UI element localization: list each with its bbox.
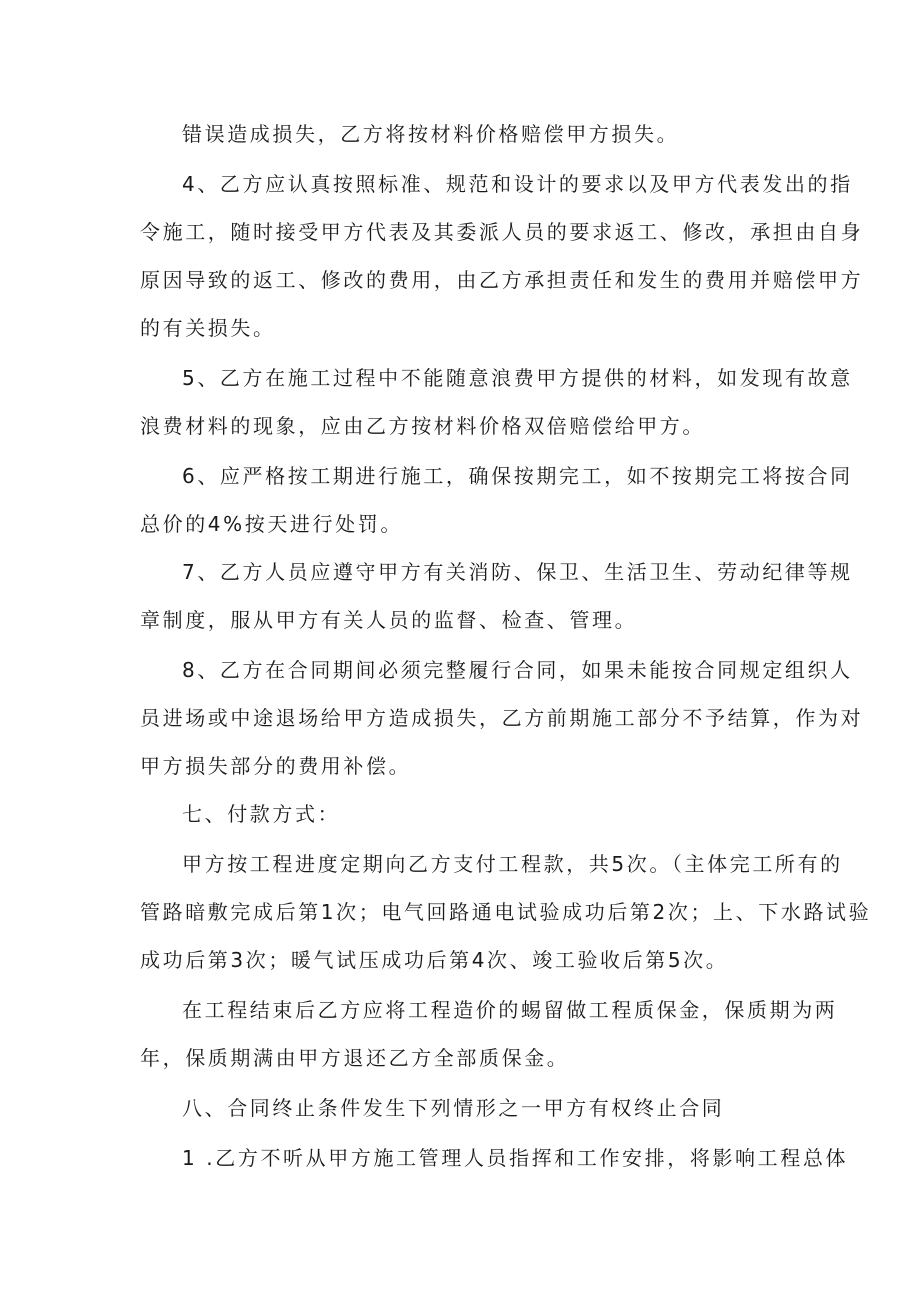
- text-line: 甲方按工程进度定期向乙方支付工程款，共5次。（主体完工所有的: [182, 852, 843, 876]
- text-line: 八、合同终止条件发生下列情形之一甲方有权终止合同: [182, 1096, 725, 1120]
- text-line: 8、乙方在合同期间必须完整履行合同，如果未能按合同规定组织人: [182, 658, 853, 682]
- text-line: 令施工，随时接受甲方代表及其委派人员的要求返工、修改，承担由自身: [140, 220, 864, 244]
- text-line: 甲方损失部分的费用补偿。: [140, 754, 412, 778]
- text-line: 年，保质期满由甲方退还乙方全部质保金。: [140, 1046, 570, 1070]
- text-line: 浪费材料的现象，应由乙方按材料价格双倍赔偿给甲方。: [140, 414, 705, 438]
- text-line: 6、应严格按工期进行施工，确保按期完工，如不按期完工将按合同: [182, 464, 853, 488]
- text-line: 4、乙方应认真按照标准、规范和设计的要求以及甲方代表发出的指: [182, 172, 853, 196]
- text-line: 原因导致的返工、修改的费用，由乙方承担责任和发生的费用并赔偿甲方: [140, 268, 864, 292]
- text-line: 章制度，服从甲方有关人员的监督、检查、管理。: [140, 608, 638, 632]
- text-line: 管路暗敷完成后第1次；电气回路通电试验成功后第2次；上、下水路试验: [140, 900, 872, 924]
- text-line: 七、付款方式：: [182, 802, 341, 826]
- text-line: 5、乙方在施工过程中不能随意浪费甲方提供的材料，如发现有故意: [182, 366, 853, 390]
- text-line: 成功后第3次；暖气试压成功后第4次、竣工验收后第5次。: [140, 948, 729, 972]
- text-line: 7、乙方人员应遵守甲方有关消防、保卫、生活卫生、劳动纪律等规: [182, 560, 853, 584]
- text-line: 员进场或中途退场给甲方造成损失，乙方前期施工部分不予结算，作为对: [140, 706, 864, 730]
- text-line: 在工程结束后乙方应将工程造价的蜴留做工程质保金，保质期为两: [182, 998, 838, 1022]
- text-line: 总价的4%按天进行处罚。: [140, 512, 403, 536]
- text-line: 错误造成损失，乙方将按材料价格赔偿甲方损失。: [182, 122, 680, 146]
- text-line: 1 .乙方不听从甲方施工管理人员指挥和工作安排，将影响工程总体: [182, 1146, 849, 1170]
- text-line: 的有关损失。: [140, 316, 276, 340]
